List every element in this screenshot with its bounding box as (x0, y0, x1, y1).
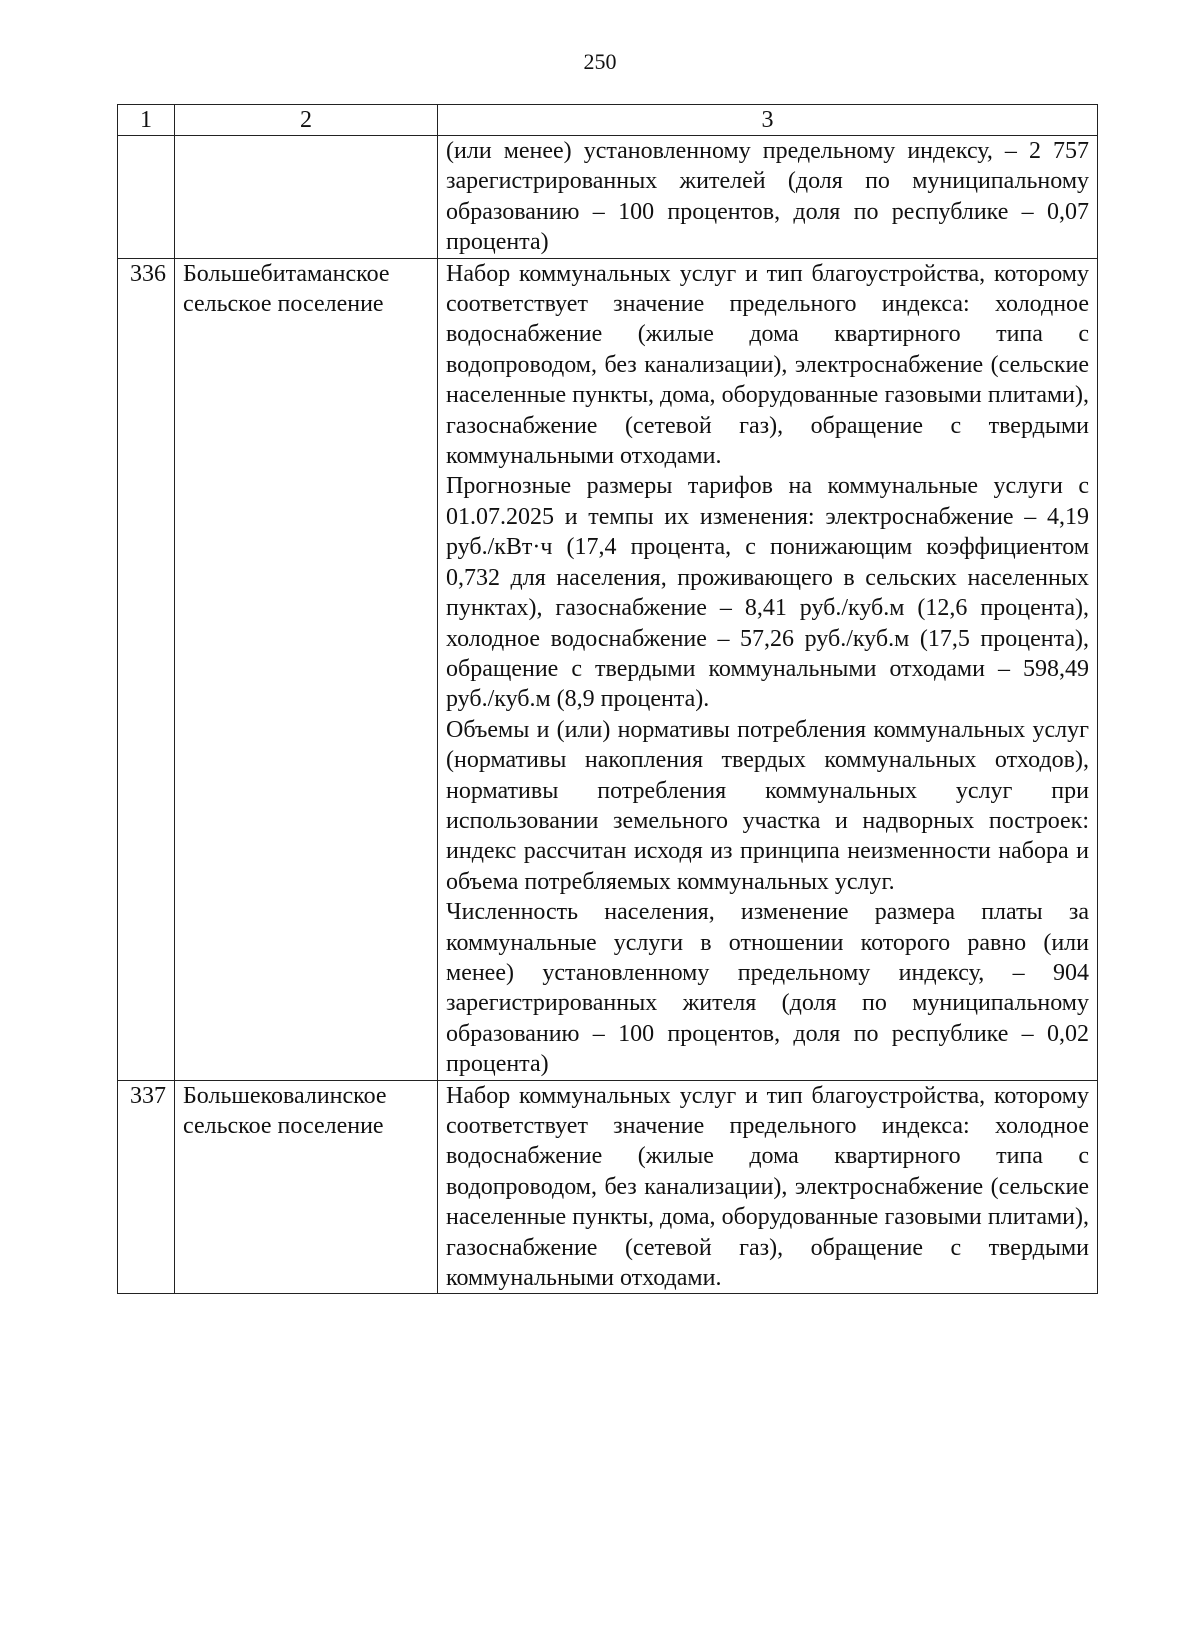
settlement-name-cell (175, 258, 438, 1080)
table-row-337 (118, 1080, 1098, 1294)
tariff-table (117, 104, 1098, 1294)
table-row-336 (118, 258, 1098, 1080)
row-number-cell (118, 136, 175, 259)
services-paragraph: Набор коммунальных услуг и тип благоустройства, которому соответствует значение предельного индекса: холодное водоснабжение (жилые дома квартирного типа с водопроводом, без канализации), электроснабжение (сельские населенные пункты, дома, оборудованные газовыми плитами), газоснабжение (сетевой газ), обращение с твердыми коммунальными отходами. (446, 1082, 1089, 1292)
tariffs-paragraph: Прогнозные размеры тарифов на коммунальные услуги с 01.07.2025 и темпы их изменения: электроснабжение – 4,19 руб./кВт·ч (17,4 процента, с понижающим коэффициентом 0,732 для населения, проживающего в сельских населенных пунктах), газоснабжение – 8,41 руб./куб.м (12,6 процента), холодное водоснабжение – 57,26 руб./куб.м (17,5 процента), обращение с твердыми коммунальными отходами – 598,49 руб./куб.м (8,9 процента). (446, 473, 1089, 713)
norms-paragraph: Объемы и (или) нормативы потребления коммунальных услуг (нормативы накопления твердых коммунальных отходов), нормативы потребления коммунальных услуг при использовании земельного участка и надворных построек: индекс рассчитан исходя из принципа неизменности набора и объема потребляемых коммунальных услуг. (446, 716, 1089, 895)
description-cell (438, 258, 1098, 1080)
table-row-continuation (118, 136, 1098, 259)
page-number: 250 (583, 49, 617, 74)
column-header-1: 1 (118, 105, 175, 136)
description-cell (438, 136, 1098, 259)
settlement-name-cell (175, 1080, 438, 1294)
settlement-name: Большебитаманское (183, 260, 390, 287)
services-paragraph: Набор коммунальных услуг и тип благоустройства, которому соответствует значение предельного индекса: холодное водоснабжение (жилые дома квартирного типа с водопроводом, без канализации), электроснабжение (сельские населенные пункты, дома, оборудованные газовыми плитами), газоснабжение (сетевой газ), обращение с твердыми коммунальными отходами. (446, 260, 1089, 470)
continuation-paragraph: (или менее) установленному предельному индексу, – 2 757 зарегистрированных жителей (доля по муниципальному образованию – 100 процентов, доля по республике – 0,07 процента) (446, 138, 1089, 256)
settlement-type: сельское поселение (183, 1113, 384, 1139)
population-paragraph: Численность населения, изменение размера платы за коммунальные услуги в отношении которого равно (или менее) установленному предельному индексу, – 904 зарегистрированных жителя (доля по муниципальному образованию – 100 процентов, доля по республике – 0,02 процента) (446, 899, 1089, 1078)
row-number-cell: 337 (118, 1080, 175, 1294)
column-header-2: 2 (175, 105, 438, 136)
description-cell (438, 1080, 1098, 1294)
settlement-type: сельское поселение (183, 291, 384, 318)
settlement-name: Большековалинское (183, 1082, 387, 1109)
table-header-row (118, 105, 1098, 136)
settlement-name-cell (175, 136, 438, 259)
row-number-cell: 336 (118, 258, 175, 1080)
column-header-3: 3 (438, 105, 1098, 136)
